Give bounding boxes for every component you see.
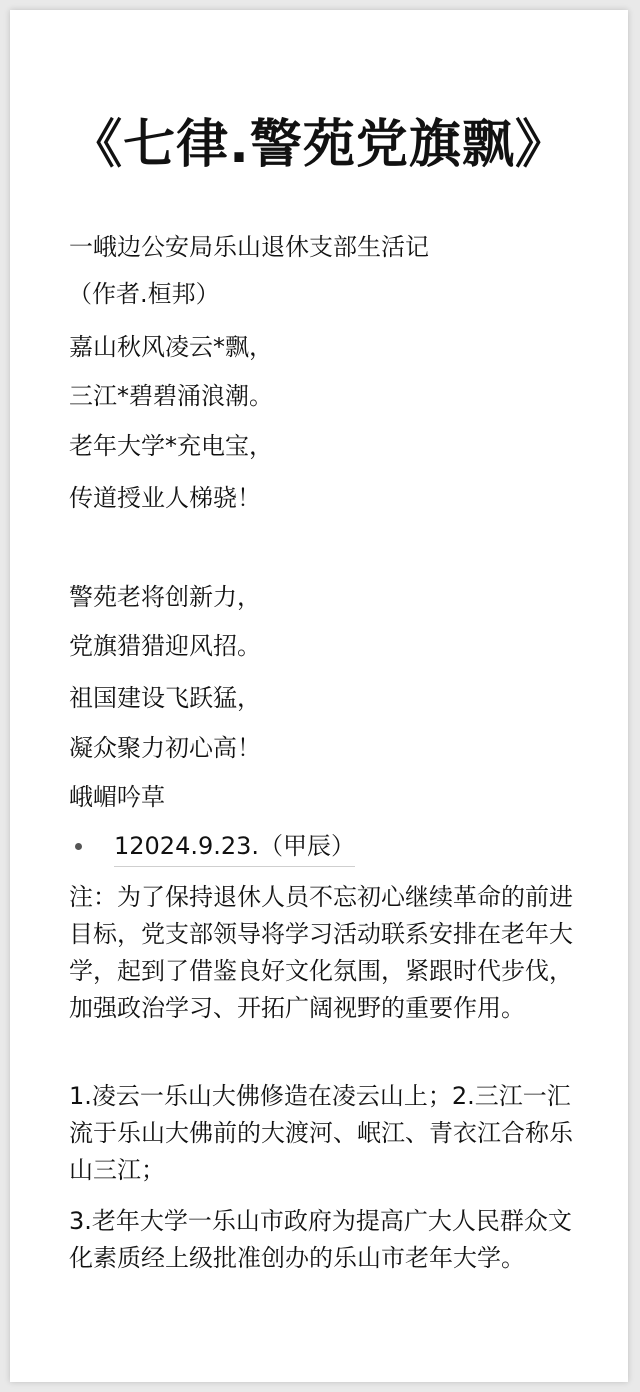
- poem-title: 《七律.警苑党旗飘》: [70, 115, 568, 175]
- poem-line: 祖国建设飞跃猛，: [69, 684, 261, 712]
- note-paragraph: 3.老年大学一乐山市政府为提高广大人民群众文化素质经上级批准创办的乐山市老年大学。: [69, 1207, 572, 1272]
- note-paragraph: 1.凌云一乐山大佛修造在凌云山上；2.三江一汇流于乐山大佛前的大渡河、岷江、青衣江合称乐山三江；: [69, 1082, 573, 1184]
- poem-date: 12024.9.23.（甲辰）: [114, 830, 355, 867]
- poem-author: （作者.桓邦）: [68, 280, 220, 308]
- poem-line: 党旗猎猎迎风招。: [69, 632, 261, 660]
- poem-line: 传道授业人梯骁！: [69, 484, 261, 512]
- poem-line: 嘉山秋风凌云*飘，: [69, 333, 273, 361]
- poem-subtitle: 一峨边公安局乐山退休支部生活记: [69, 233, 429, 261]
- poem-line: 三江*碧碧涌浪潮。: [69, 382, 273, 410]
- bullet-icon: [75, 843, 82, 850]
- poem-signature: 峨嵋吟草: [69, 783, 165, 811]
- document-page: [10, 10, 628, 1382]
- poem-line: 老年大学*充电宝，: [69, 432, 273, 460]
- poem-line: 警苑老将创新力，: [69, 583, 261, 611]
- note-paragraph: 注：为了保持退休人员不忘初心继续革命的前进目标，党支部领导将学习活动联系安排在老年大学，起到了借鉴良好文化氛围，紧跟时代步伐，加强政治学习、开拓广阔视野的重要作用。: [69, 883, 573, 1022]
- poem-line: 凝众聚力初心高！: [69, 734, 261, 762]
